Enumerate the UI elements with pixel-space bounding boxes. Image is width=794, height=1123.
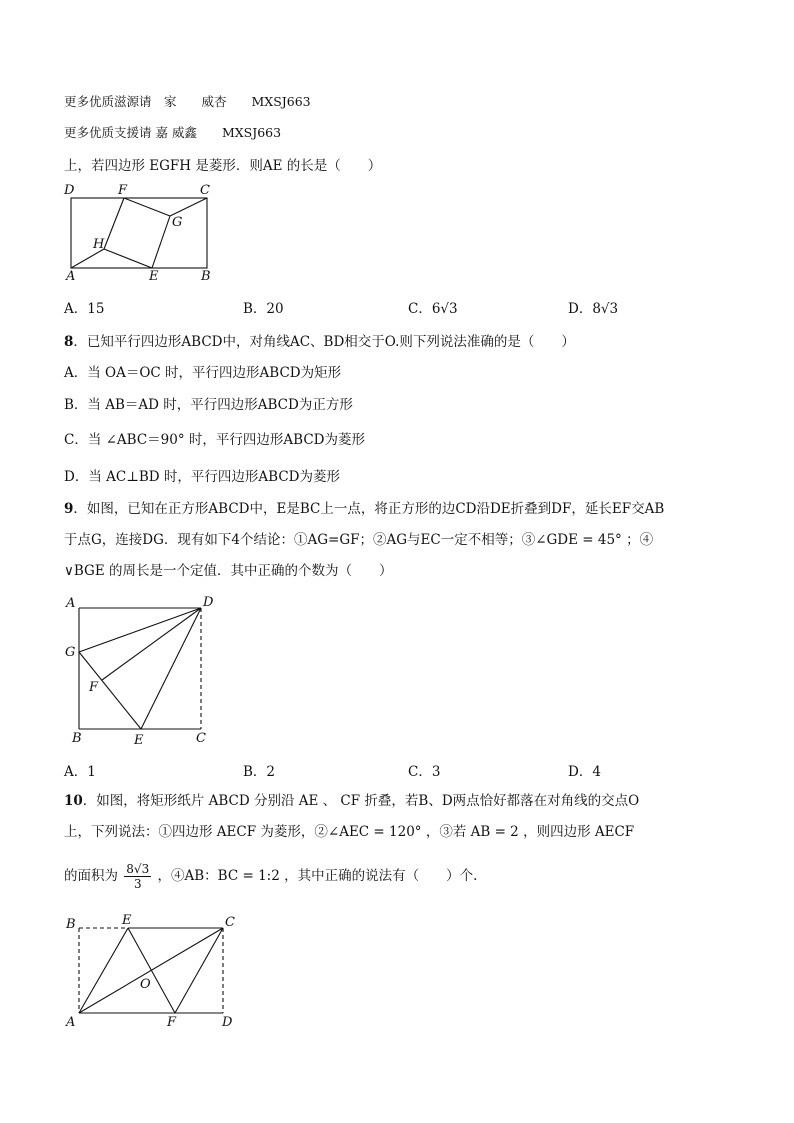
q9-label-f: F bbox=[89, 680, 99, 695]
q10-label-a: A bbox=[66, 1015, 76, 1030]
q9-stem-text-1: ．如图，已知在正方形ABCD中，E是BC上一点，将正方形的边CD沿DE折叠到DF，延长EF交AB bbox=[73, 501, 665, 517]
q7-label-d: D bbox=[64, 183, 75, 198]
q8-option-d[interactable]: D．当 AC⊥BD 时，平行四边形ABCD为菱形 bbox=[64, 469, 340, 485]
q10-stem-3 bbox=[64, 858, 477, 894]
q7-option-b[interactable]: B．20 bbox=[243, 301, 284, 317]
q7-option-c[interactable]: C．6√3 bbox=[408, 301, 458, 317]
q9-figure bbox=[62, 592, 222, 752]
q7-label-g: G bbox=[172, 215, 183, 230]
q10-number: 10 bbox=[64, 793, 83, 809]
q7-label-e: E bbox=[149, 269, 159, 284]
q8-option-c[interactable]: C．当 ∠ABC＝90° 时，平行四边形ABCD为菱形 bbox=[64, 432, 365, 448]
q9-option-c[interactable]: C．3 bbox=[408, 764, 441, 780]
q9-label-d: D bbox=[203, 595, 214, 610]
q9-number: 9 bbox=[64, 501, 74, 517]
q10-stem-tail: ，④AB：BC = 1:2 ，其中正确的说法有（ ）个. bbox=[157, 868, 478, 884]
q10-fraction-numerator: 8√3 bbox=[126, 862, 150, 876]
q10-area-label: 的面积为 bbox=[64, 868, 118, 884]
q10-stem-2: 上，下列说法：①四边形 AECF 为菱形，②∠AEC = 120° ，③若 AB = 2 ，则四边形 AECF bbox=[64, 824, 635, 840]
q10-fraction-denominator: 3 bbox=[133, 877, 142, 891]
q8-option-a[interactable]: A．当 OA＝OC 时，平行四边形ABCD为矩形 bbox=[64, 365, 342, 381]
q8-number: 8 bbox=[64, 334, 74, 350]
q10-stem-1 bbox=[64, 792, 639, 810]
q9-stem-3: ∨BGE 的周长是一个定值．其中正确的个数为（ ） bbox=[64, 563, 393, 579]
q10-label-e: E bbox=[122, 913, 132, 928]
q9-label-g: G bbox=[65, 645, 76, 660]
q9-option-d[interactable]: D．4 bbox=[568, 764, 601, 780]
q9-stem-2: 于点G，连接DG．现有如下4个结论：①AG=GF；②AG与EC一定不相等；③∠GDE = 45° ；④ bbox=[64, 532, 654, 548]
q9-label-c: C bbox=[196, 731, 206, 746]
q10-label-b: B bbox=[66, 917, 76, 932]
q10-stem-text-1: ．如图，将矩形纸片 ABCD 分别沿 AE 、 CF 折叠，若B、D两点恰好都落在对角线的交点O bbox=[82, 793, 640, 809]
q10-label-d: D bbox=[222, 1015, 233, 1030]
q8-stem-text: ．已知平行四边形ABCD中，对角线AC、BD相交于O.则下列说法准确的是（ ） bbox=[73, 334, 575, 350]
q7-figure bbox=[60, 180, 220, 285]
q10-figure bbox=[60, 910, 250, 1035]
q9-option-a[interactable]: A．1 bbox=[64, 764, 96, 780]
q9-label-a: A bbox=[66, 596, 76, 611]
q7-label-a: A bbox=[66, 269, 76, 284]
header-line-1: 更多优质滋源请 家 威杏 MXSJ663 bbox=[64, 94, 311, 109]
q7-stem: 上，若四边形 EGFH 是菱形．则AE 的长是（ ） bbox=[64, 158, 382, 174]
q9-option-b[interactable]: B．2 bbox=[243, 764, 276, 780]
q10-label-f: F bbox=[167, 1015, 177, 1030]
q10-area-fraction bbox=[124, 862, 151, 891]
q7-option-d[interactable]: D．8√3 bbox=[568, 301, 619, 317]
q7-label-f: F bbox=[118, 183, 128, 198]
q8-option-b[interactable]: B．当 AB＝AD 时，平行四边形ABCD为正方形 bbox=[64, 397, 353, 413]
q7-option-a[interactable]: A．15 bbox=[64, 301, 105, 317]
q10-label-o: O bbox=[140, 977, 151, 992]
q7-label-c: C bbox=[200, 183, 210, 198]
q9-label-b: B bbox=[72, 731, 82, 746]
q9-stem-1 bbox=[64, 500, 664, 518]
q10-label-c: C bbox=[225, 915, 235, 930]
q8-stem bbox=[64, 333, 575, 351]
q9-label-e: E bbox=[134, 733, 144, 748]
q7-label-h: H bbox=[93, 237, 105, 252]
q7-label-b: B bbox=[201, 269, 211, 284]
header-line-2: 更多优质支援请 嘉 威鑫 MXSJ663 bbox=[64, 125, 282, 140]
